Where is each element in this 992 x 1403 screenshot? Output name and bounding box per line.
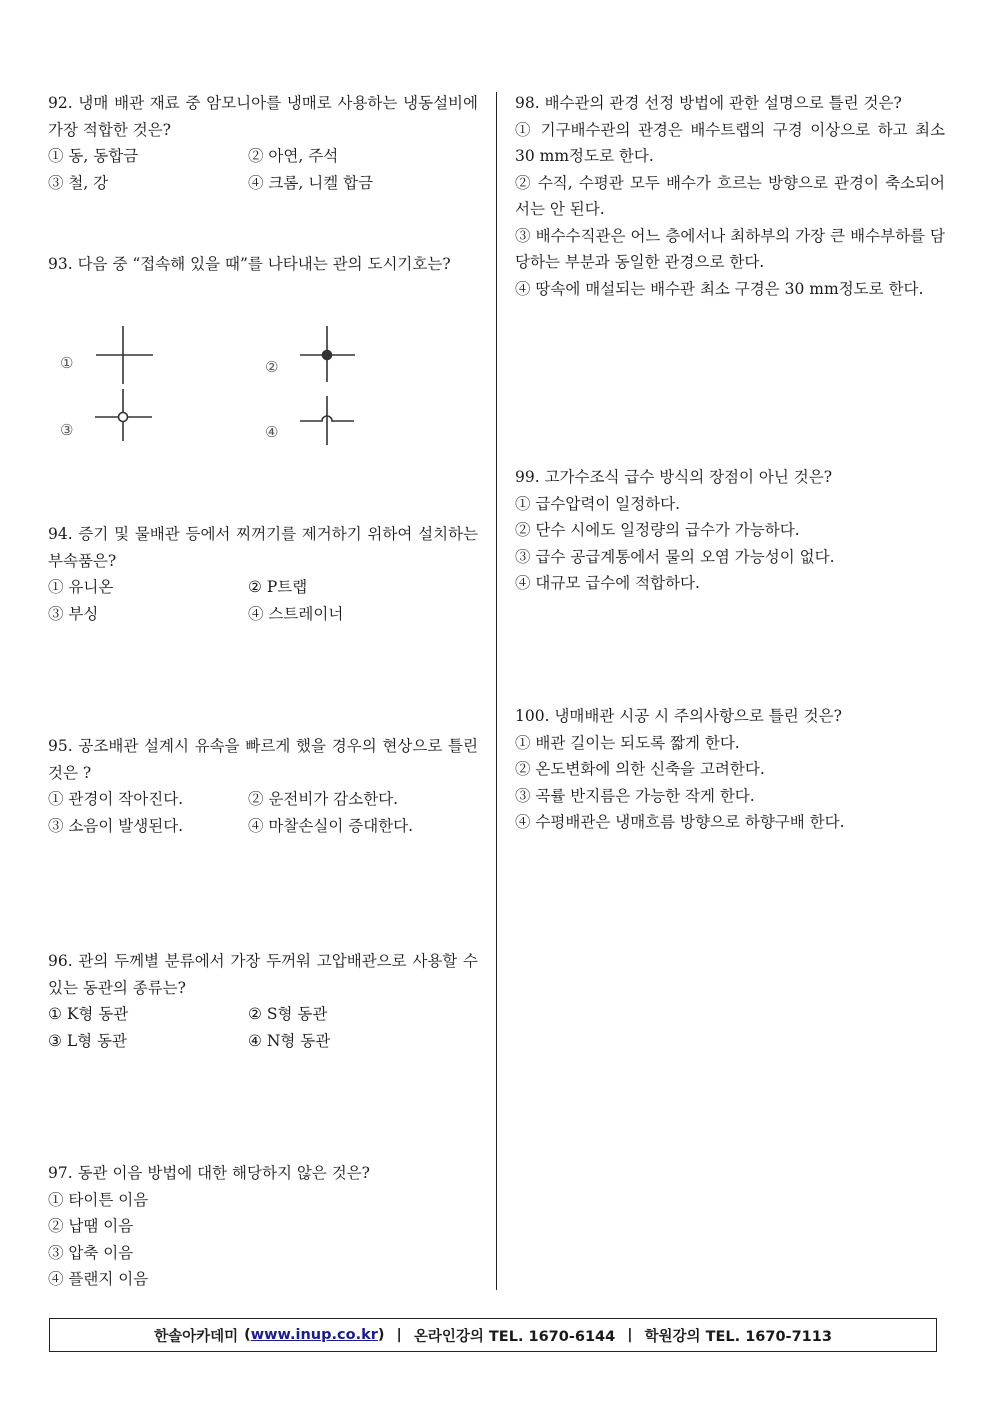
option-3[interactable]: ③ 철, 강 <box>48 173 109 192</box>
options <box>48 143 478 196</box>
question-stem: 100. 냉매배관 시공 시 주의사항으로 틀린 것은? <box>515 707 842 725</box>
option-1[interactable]: ① 동, 동합금 <box>48 147 139 165</box>
option-2[interactable]: ② 운전비가 감소한다. <box>248 790 399 808</box>
offline-phone: 학원강의 TEL. 1670-7113 <box>644 1328 832 1345</box>
question-98 <box>515 90 945 302</box>
paren-close: ) <box>377 1327 385 1343</box>
option-1[interactable]: ① 급수압력이 일정하다. <box>515 494 681 513</box>
option-2[interactable]: ② P트랩 <box>248 578 308 596</box>
options <box>48 574 478 627</box>
question-99 <box>515 464 945 597</box>
question-94 <box>48 521 478 627</box>
option-1[interactable]: ① 유니온 <box>48 578 114 596</box>
question-stem: 97. 동관 이음 방법에 대한 해당하지 않은 것은? <box>48 1164 370 1182</box>
option-4[interactable]: ④ 대규모 급수에 적합하다. <box>515 574 700 592</box>
question-96 <box>48 948 478 1054</box>
option-1[interactable]: ① 배관 길이는 되도록 짧게 한다. <box>515 733 740 752</box>
option-3[interactable]: ③ 배수수직관은 어느 층에서나 최하부의 가장 큰 배수부하를 담당하는 부분과 동일한 관경으로 한다. <box>515 226 945 271</box>
option-4[interactable]: ④ 마찰손실이 증대한다. <box>248 816 414 835</box>
options <box>48 1001 478 1054</box>
footer-bar <box>49 1318 937 1352</box>
symbol-label-3[interactable]: ③ <box>60 421 74 439</box>
separator: | <box>396 1327 402 1343</box>
option-3[interactable]: ③ 급수 공급계통에서 물의 오염 가능성이 없다. <box>515 547 835 566</box>
option-4[interactable]: ④ N형 동관 <box>248 1031 331 1050</box>
question-92 <box>48 90 478 196</box>
question-97 <box>48 1160 478 1293</box>
question-stem: 92. 냉매 배관 재료 중 암모니아를 냉매로 사용하는 냉동설비에 가장 적합한 것은? <box>48 94 478 139</box>
option-4[interactable]: ④ 수평배관은 냉매흐름 방향으로 하향구배 한다. <box>515 813 845 831</box>
options <box>48 786 478 839</box>
question-stem: 95. 공조배관 설계시 유속을 빠르게 했을 경우의 현상으로 틀린 것은 ? <box>48 737 478 782</box>
option-3[interactable]: ③ 곡률 반지름은 가능한 작게 한다. <box>515 786 755 805</box>
options <box>48 1187 478 1293</box>
separator: | <box>627 1327 633 1343</box>
pipe-symbol-figure <box>48 310 398 460</box>
option-1[interactable]: ① 기구배수관의 관경은 배수트랩의 구경 이상으로 하고 최소 30 mm정도로 한다. <box>515 120 945 165</box>
option-3[interactable]: ③ 소음이 발생된다. <box>48 816 184 835</box>
option-2[interactable]: ② 아연, 주석 <box>248 147 339 165</box>
question-stem: 96. 관의 두께별 분류에서 가장 두꺼워 고압배관으로 사용할 수 있는 동관의 종류는? <box>48 952 478 997</box>
option-2[interactable]: ② 단수 시에도 일정량의 급수가 가능하다. <box>515 521 800 539</box>
option-2[interactable]: ② 수직, 수평관 모두 배수가 흐르는 방향으로 관경이 축소되어서는 안 된다. <box>515 173 945 218</box>
options <box>515 117 945 303</box>
crossover-bend-symbol <box>300 396 354 445</box>
option-1[interactable]: ① K형 동관 <box>48 1005 129 1023</box>
options <box>515 730 945 836</box>
question-stem: 93. 다음 중 “접속해 있을 때”를 나타내는 관의 도시기호는? <box>48 255 451 273</box>
option-3[interactable]: ③ L형 동관 <box>48 1031 127 1050</box>
option-2[interactable]: ② 온도변화에 의한 신축을 고려한다. <box>515 760 765 778</box>
connected-dot-symbol <box>300 326 355 382</box>
question-100 <box>515 703 945 836</box>
option-4[interactable]: ④ 스트레이너 <box>248 604 344 623</box>
option-4[interactable]: ④ 땅속에 매설되는 배수관 최소 구경은 30 mm정도로 한다. <box>515 279 924 298</box>
option-1[interactable]: ① 타이튼 이음 <box>48 1190 149 1209</box>
symbol-label-4[interactable]: ④ <box>265 423 279 441</box>
symbol-label-1[interactable]: ① <box>60 354 74 372</box>
question-95 <box>48 733 478 839</box>
online-phone: 온라인강의 TEL. 1670-6144 <box>413 1328 616 1345</box>
option-2[interactable]: ② S형 동관 <box>248 1005 328 1023</box>
ring-symbol <box>95 389 152 441</box>
website-link[interactable]: www.inup.co.kr <box>250 1327 378 1343</box>
options <box>515 491 945 597</box>
question-93 <box>48 251 478 278</box>
option-3[interactable]: ③ 부싱 <box>48 604 99 623</box>
paren-open: ( <box>244 1327 251 1343</box>
option-3[interactable]: ③ 압축 이음 <box>48 1243 134 1262</box>
option-1[interactable]: ① 관경이 작아진다. <box>48 790 184 808</box>
academy-name: 한솔아카데미 <box>154 1328 239 1345</box>
option-2[interactable]: ② 납땜 이음 <box>48 1217 134 1235</box>
symbol-label-2[interactable]: ② <box>265 358 279 376</box>
question-stem: 99. 고가수조식 급수 방식의 장점이 아닌 것은? <box>515 468 833 486</box>
question-stem: 94. 증기 및 물배관 등에서 찌꺼기를 제거하기 위하여 설치하는 부속품은? <box>48 525 478 570</box>
option-4[interactable]: ④ 크롬, 니켈 합금 <box>248 173 374 192</box>
option-4[interactable]: ④ 플랜지 이음 <box>48 1270 149 1288</box>
question-stem: 98. 배수관의 관경 선정 방법에 관한 설명으로 틀린 것은? <box>515 94 902 112</box>
column-divider <box>496 92 497 1290</box>
cross-symbol <box>96 326 153 384</box>
